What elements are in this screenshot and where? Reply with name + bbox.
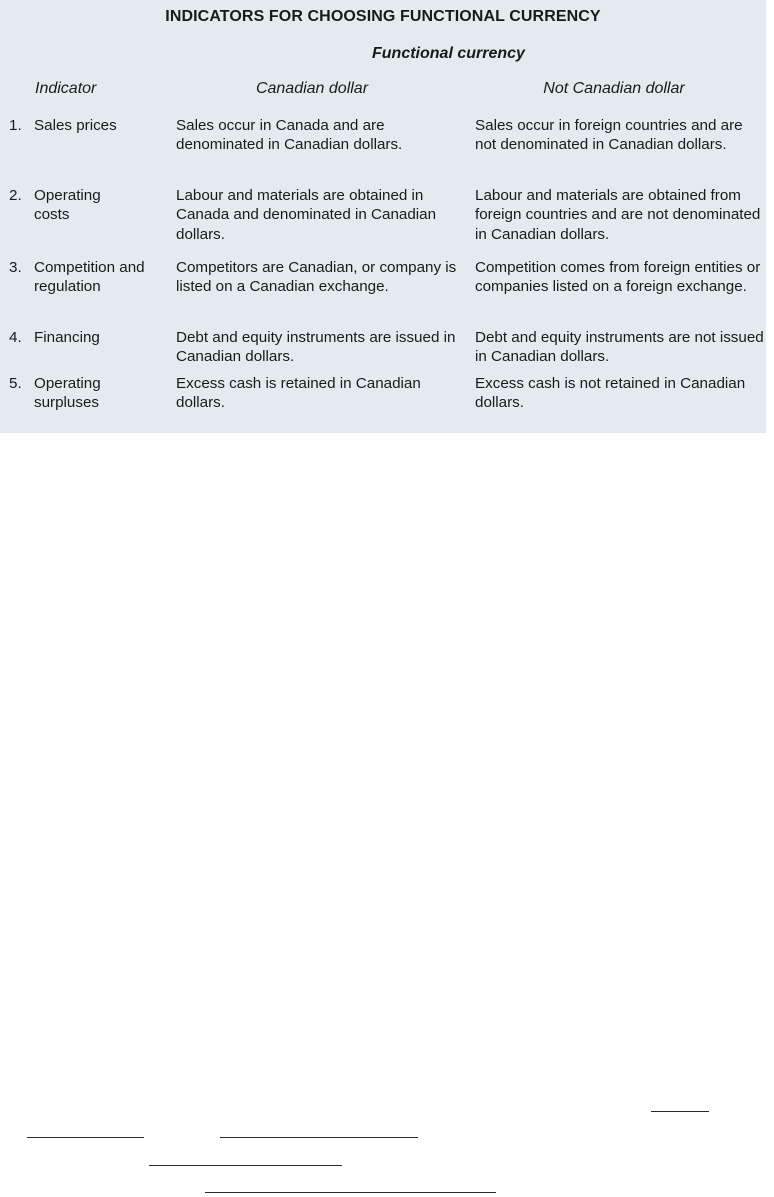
row-not-canadian: Competition comes from foreign entities or companies listed on a foreign exchange.: [475, 259, 761, 296]
row-number: 4.: [9, 329, 22, 346]
row-not-canadian: Excess cash is not retained in Canadian dollars.: [475, 375, 746, 412]
row-not-canadian: Sales occur in foreign countries and are not denominated in Canadian dollars.: [475, 117, 743, 154]
fill-in-blank[interactable]: [149, 1165, 342, 1166]
row-indicator: Competition and regulation: [34, 259, 145, 296]
row-indicator: Operating surpluses: [34, 375, 101, 412]
row-indicator: Financing: [34, 329, 100, 346]
column-header-not-canadian: Not Canadian dollar: [543, 80, 685, 97]
row-canadian: Debt and equity instruments are issued in Canadian dollars.: [176, 329, 456, 366]
functional-currency-table: [0, 0, 766, 433]
row-number: 1.: [9, 117, 22, 134]
group-header: Functional currency: [372, 45, 525, 62]
column-header-canadian: Canadian dollar: [255, 80, 369, 97]
fill-in-blank[interactable]: [205, 1192, 496, 1193]
row-indicator: Operating costs: [34, 187, 101, 224]
row-canadian: Competitors are Canadian, or company is listed on a Canadian exchange.: [176, 259, 457, 296]
row-canadian: Sales occur in Canada and are denominated in Canadian dollars.: [176, 117, 403, 154]
row-number: 3.: [9, 259, 22, 276]
fill-in-blank[interactable]: [220, 1137, 418, 1138]
column-header-indicator: Indicator: [35, 80, 97, 97]
row-not-canadian: Labour and materials are obtained from foreign countries and are not denominated in Canadian dollars.: [475, 187, 761, 243]
fill-in-blank[interactable]: [651, 1111, 709, 1112]
row-canadian: Labour and materials are obtained in Canada and denominated in Canadian dollars.: [176, 187, 437, 243]
table-title: INDICATORS FOR CHOOSING FUNCTIONAL CURRENCY: [165, 8, 601, 25]
row-not-canadian: Debt and equity instruments are not issued in Canadian dollars.: [475, 329, 764, 366]
row-indicator: Sales prices: [34, 117, 117, 134]
row-number: 5.: [9, 375, 22, 392]
fill-in-blank[interactable]: [27, 1137, 144, 1138]
row-number: 2.: [9, 187, 22, 204]
row-canadian: Excess cash is retained in Canadian dollars.: [176, 375, 421, 412]
